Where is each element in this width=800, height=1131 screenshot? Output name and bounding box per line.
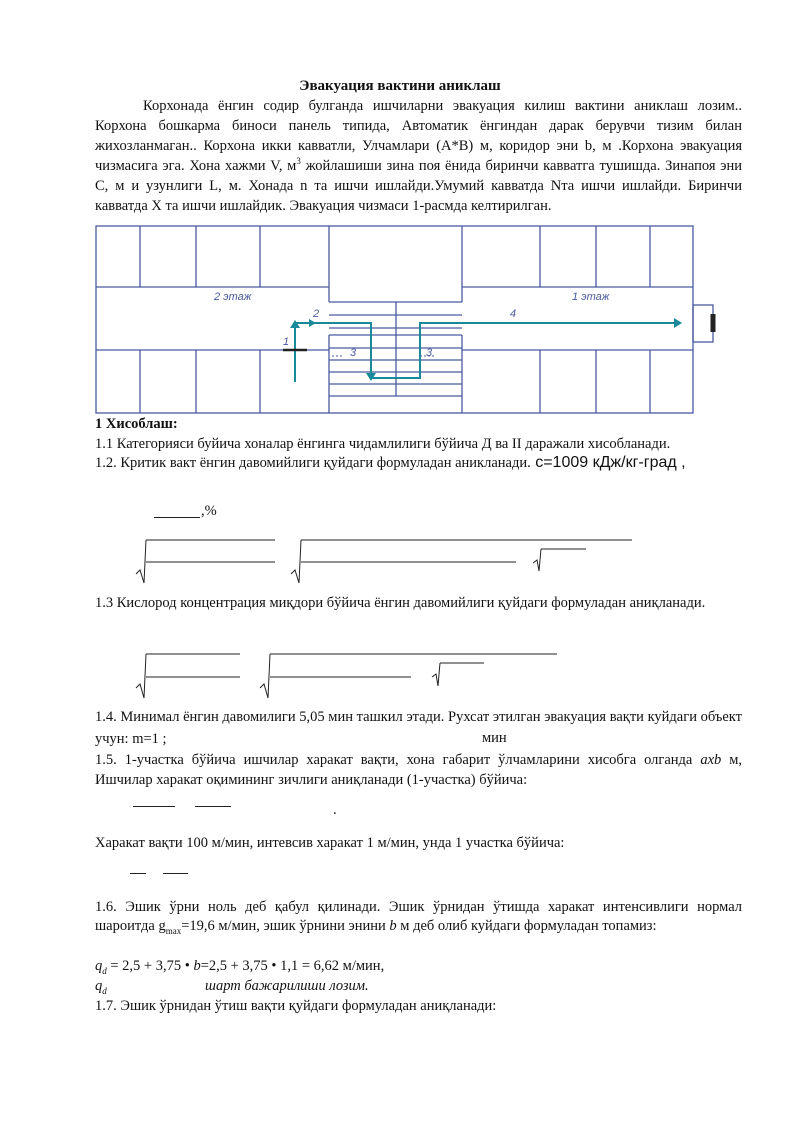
qd2-q: q bbox=[95, 978, 103, 994]
path-label-3b: 3 bbox=[426, 347, 433, 359]
qd-eq2: =2,5 + 3,75 • 1,1 = 6,62 м/мин, bbox=[200, 958, 385, 974]
section-1-7: 1.7. Эшик ўрнидан ўтиш вақти қуйдаги формуладан аниқланади: bbox=[95, 998, 497, 1014]
floor2-label: 2 этаж bbox=[214, 291, 252, 303]
section-1-4-min: мин bbox=[482, 730, 507, 746]
path-label-3a: 3 bbox=[350, 347, 357, 359]
section-1-6-text-b: =19,6 м/мин, эшик ўрнини энини bbox=[181, 918, 390, 935]
section-1-6-text-c: м деб олиб куйдаги формуладан топамиз: bbox=[396, 918, 657, 935]
blank-line-c bbox=[130, 873, 146, 874]
blank-line-d bbox=[163, 873, 188, 874]
qd-q: q bbox=[95, 958, 103, 974]
intro-text-2: жойлашиши зина поя ёнида биринчи кавватга тушишда. Зинапоя эни С, м и узунлиги L, м. Хонада n та ишчи ишлайди.Умумий кавватда Nта ишчи ишлайди. Биринчи кавватда Х та ишчи ишлайдик. Эвакуация чизмаси 1-расмда келтирилган. bbox=[95, 158, 742, 214]
movement-line: Харакат вақти 100 м/мин, интевсив харакат 1 м/мин, унда 1 участка бўйича: bbox=[95, 835, 565, 851]
intro-sup: 3 bbox=[296, 156, 301, 167]
section-1-3: 1.3 Кислород концентрация миқдори бўйича ёнгин давомийлиги қуйдаги формуладан аниқланади. bbox=[95, 595, 706, 611]
section-1-5 bbox=[95, 750, 742, 790]
qd2-sub: d bbox=[102, 985, 107, 996]
qd-condition-symbol bbox=[95, 976, 107, 996]
section-1-2-c: с=1009 кДж/кг-град , bbox=[530, 454, 686, 471]
percent-label: ,% bbox=[201, 503, 217, 519]
section-1-6-b: b bbox=[389, 918, 397, 935]
section-heading: 1 Хисоблаш: bbox=[95, 416, 178, 432]
section-1-6-sub: max bbox=[165, 926, 182, 937]
qd-sub: d bbox=[102, 965, 107, 976]
path-label-2: 2 bbox=[313, 308, 320, 320]
path-label-4: 4 bbox=[510, 308, 517, 320]
floor1-label: 1 этаж bbox=[572, 291, 610, 303]
qd-b: b bbox=[193, 958, 201, 974]
qd-eq1: = 2,5 + 3,75 • bbox=[106, 958, 194, 974]
section-1-1: 1.1 Категорияси буйича хоналар ёнгинга чидамлилиги бўйича Д ва II даражали хисобланади. bbox=[95, 436, 671, 452]
qd-formula bbox=[95, 956, 742, 976]
section-1-6-text-a: 1.6. Эшик ўрни ноль деб қабул қилинади. Эшик ўрнидан ўтишда харакат интенсивлиги нормал шароитда g bbox=[95, 899, 742, 935]
section-1-5-axb: axb bbox=[700, 752, 722, 768]
section-1-5-text-a: 1.5. 1-участка бўйича ишчилар харакат вақти, хона габарит ўлчамларини хисобга олганда bbox=[95, 752, 701, 768]
blank-line-b bbox=[195, 806, 231, 807]
trailing-dot: . bbox=[333, 802, 337, 818]
section-1-5-text-b: м, Ишчилар харакат оқимининг зичлиги аниқланади (1-участка) бўйича: bbox=[95, 752, 742, 788]
path-label-1: 1 bbox=[283, 336, 290, 348]
section-1-6 bbox=[95, 898, 742, 937]
qd-condition-text: шарт бажарилиши лозим. bbox=[205, 978, 369, 994]
document-title: Эвакуация вактини аниклаш bbox=[299, 78, 501, 94]
blank-line-a bbox=[133, 806, 175, 807]
intro-text-1: Корхонада ёнгин содир булганда ишчиларни эвакуация килиш вактини аниклаш лозим.. Корхона бошкарма биноси панель типида, Автоматик ёнгиндан дарак берувчи тизим билан жихозланмаган.. Корхона икки кавватли, Улчамлари (А*В) м, коридор эни b, м .Корхона эвакуация чизмасига эга. Хона хажми V, м bbox=[95, 98, 742, 174]
section-1-4: 1.4. Минимал ёнгин давомилиги 5,05 мин ташкил этади. Рухсат этилган эвакуация вақти куйдаги объект учун: m=1 ; bbox=[95, 709, 742, 748]
section-1-2-text: 1.2. Критик вакт ёнгин давомийлиги қуйдаги формуладан аникланади. bbox=[95, 455, 531, 471]
